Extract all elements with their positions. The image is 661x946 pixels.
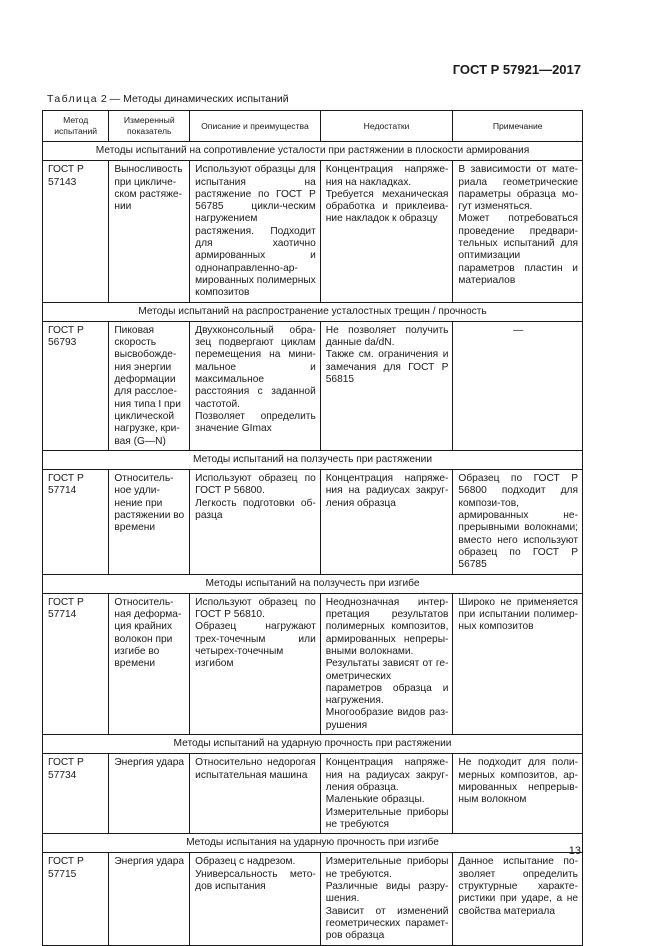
col-header-method: Метод испытаний	[43, 111, 109, 142]
cell-note-paragraph: В зависимости от мате-риала геометрические параметры образца мо-гут изменяться.	[458, 164, 578, 213]
section-row	[43, 450, 583, 469]
cell-drawbacks-paragraph: Неоднозначная интер-претация результатов полимерных композитов, армированных непреры-вными волокнами.	[325, 596, 449, 657]
table-row	[43, 853, 583, 945]
cell-description-paragraph: Используют образцы для испытания на растяжение по ГОСТ Р 56785 цикли-ческим нагружением растяжения. Подходит для хаотично армированных и однонаправленно-ар-мированных полимерных композитов	[195, 164, 316, 299]
cell-method: ГОСТ Р 57714	[43, 470, 109, 574]
cell-description-paragraph: Легкость подготовки об-разца	[195, 497, 316, 522]
col-header-description: Описание и преимущества	[190, 111, 321, 142]
cell-drawbacks-paragraph: Многообразие видов раз-рушения	[325, 707, 449, 731]
cell-drawbacks-paragraph: Концентрация напряже-ния на радиусах закруг-ления образца	[325, 473, 449, 509]
section-row	[43, 142, 583, 161]
cell-indicator	[109, 593, 190, 734]
page-number: 13	[568, 845, 581, 857]
section-title: Методы испытаний на распространение усталостных трещин / прочность	[43, 302, 583, 321]
cell-drawbacks	[320, 853, 453, 945]
cell-indicator	[109, 754, 190, 834]
cell-note-paragraph: Образец по ГОСТ Р 56800 подходит для компози-тов, армированных не-прерывными волокнами; вместо него используют образец по ГОСТ Р 56785	[458, 473, 578, 571]
cell-drawbacks-paragraph: Различные виды разру-шения.	[325, 881, 449, 905]
dynamic-tests-table	[42, 110, 583, 946]
table-row	[43, 161, 583, 302]
cell-note	[453, 470, 583, 574]
cell-method: ГОСТ Р 57715	[43, 853, 109, 945]
cell-note	[453, 754, 583, 834]
cell-note-paragraph: Широко не применяется при испытании полимер-ных композитов	[458, 596, 578, 633]
table-caption-prefix: Таблица	[47, 93, 98, 105]
cell-drawbacks-paragraph: Не позволяет получить данные da/dN.	[325, 324, 449, 349]
section-title: Методы испытания на ударную прочность при изгибе	[43, 834, 583, 853]
table-header-row	[43, 111, 583, 142]
cell-note-paragraph: —	[513, 324, 524, 336]
cell-description-paragraph: Используют образец по ГОСТ Р 56810.	[195, 596, 316, 621]
cell-description-paragraph: Используют образец по ГОСТ Р 56800.	[195, 473, 316, 497]
cell-drawbacks-paragraph: Концентрация напряже-ния на накладках.	[325, 164, 449, 188]
cell-note-paragraph: Не подходит для поли-мерных композитов, ар-мированных непрерыв-ным волокном	[458, 757, 578, 806]
cell-description	[190, 321, 321, 450]
table-row	[43, 754, 583, 834]
section-title: Методы испытаний на ползучесть при изгибе	[43, 574, 583, 593]
col-header-note: Примечание	[453, 111, 583, 142]
table-row	[43, 321, 583, 450]
cell-method: ГОСТ Р 57143	[43, 161, 109, 302]
col-header-indicator: Измеренный показатель	[109, 111, 190, 142]
cell-description	[190, 853, 321, 945]
cell-indicator-paragraph: Энергия удара	[114, 856, 185, 868]
cell-drawbacks-paragraph: Измерительные приборы не требуются	[325, 806, 449, 830]
cell-drawbacks-paragraph: Концентрация напряже-ния на радиусах закруг-ления образца.	[325, 757, 449, 793]
cell-indicator	[109, 321, 190, 450]
col-header-drawbacks: Недостатки	[320, 111, 453, 142]
cell-description-paragraph: Позволяет определить значение GImax	[195, 410, 316, 435]
cell-indicator-paragraph: Пиковая скорость высвобожде-ния энергии деформации для расслое-ния типа I при циклической нагрузке, кри-вая (G—N)	[114, 324, 181, 447]
section-row	[43, 302, 583, 321]
section-title: Методы испытаний на ползучесть при растяжении	[43, 450, 583, 469]
cell-drawbacks-paragraph: Также см. ограничения и замечания для ГОСТ Р 56815	[325, 349, 449, 386]
cell-drawbacks-paragraph: Результаты зависят от ге-ометрических параметров образца и нагружения.	[325, 658, 449, 707]
table-row	[43, 470, 583, 574]
cell-description	[190, 754, 321, 834]
cell-note	[453, 321, 583, 450]
cell-description	[190, 470, 321, 574]
section-row	[43, 834, 583, 853]
cell-note	[453, 161, 583, 302]
cell-note-paragraph: Данное испытание по-зволяет определить структурные характе-ристики при ударе, а не свойства материала	[458, 856, 578, 917]
section-row	[43, 574, 583, 593]
cell-drawbacks	[320, 470, 453, 574]
cell-description-paragraph: Образец с надрезом.	[195, 856, 296, 868]
cell-drawbacks	[320, 593, 453, 734]
cell-note	[453, 593, 583, 734]
cell-method: ГОСТ Р 56793	[43, 321, 109, 450]
cell-description	[190, 593, 321, 734]
cell-indicator-paragraph: Выносливость при цикличе-ском растяже-нии	[114, 164, 183, 213]
section-title: Методы испытаний на ударную прочность при растяжении	[43, 735, 583, 754]
cell-drawbacks	[320, 321, 453, 450]
cell-indicator	[109, 470, 190, 574]
cell-drawbacks-paragraph: Измерительные приборы не требуются.	[325, 856, 449, 880]
cell-note	[453, 853, 583, 945]
section-title: Методы испытаний на сопротивление усталости при растяжении в плоскости армирования	[43, 142, 583, 161]
table-body	[43, 142, 583, 946]
cell-note-paragraph: Может потребоваться проведение предвари-тельных испытаний для оптимизации параметров пластин и материалов	[458, 213, 578, 286]
cell-method: ГОСТ Р 57714	[43, 593, 109, 734]
table-row	[43, 593, 583, 734]
cell-drawbacks-paragraph: Требуется механическая обработка и приклеива-ние накладок к образцу	[325, 188, 449, 225]
cell-drawbacks	[320, 161, 453, 302]
cell-indicator-paragraph: Энергия удара	[114, 757, 185, 769]
document-code: ГОСТ Р 57921—2017	[452, 62, 581, 77]
table-caption-title: 2 — Методы динамических испытаний	[100, 93, 289, 105]
cell-description	[190, 161, 321, 302]
section-row	[43, 735, 583, 754]
cell-description-paragraph: Двухконсольный обра-зец подвергают циклам перемещения на мини-мальное и максимальное расстояния с заданной частотой.	[195, 324, 316, 410]
cell-indicator	[109, 853, 190, 945]
cell-description-paragraph: Относительно недорогая испытательная машина	[195, 757, 316, 781]
cell-drawbacks-paragraph: Зависит от изменений геометрических парамет-ров образца	[325, 905, 449, 942]
cell-method: ГОСТ Р 57734	[43, 754, 109, 834]
table-caption	[47, 93, 289, 105]
cell-description-paragraph: Образец нагружают трех-точечным или четырех-точечным изгибом	[195, 621, 316, 670]
cell-drawbacks-paragraph: Маленькие образцы.	[325, 794, 425, 806]
cell-indicator	[109, 161, 190, 302]
cell-indicator-paragraph: Относитель-ная деформа-ция крайних волокон при изгибе во времени	[114, 596, 182, 670]
cell-description-paragraph: Универсальность мето-дов испытания	[195, 868, 316, 893]
cell-indicator-paragraph: Относитель-ное удли-нение при растяжении во времени	[114, 473, 185, 534]
cell-drawbacks	[320, 754, 453, 834]
